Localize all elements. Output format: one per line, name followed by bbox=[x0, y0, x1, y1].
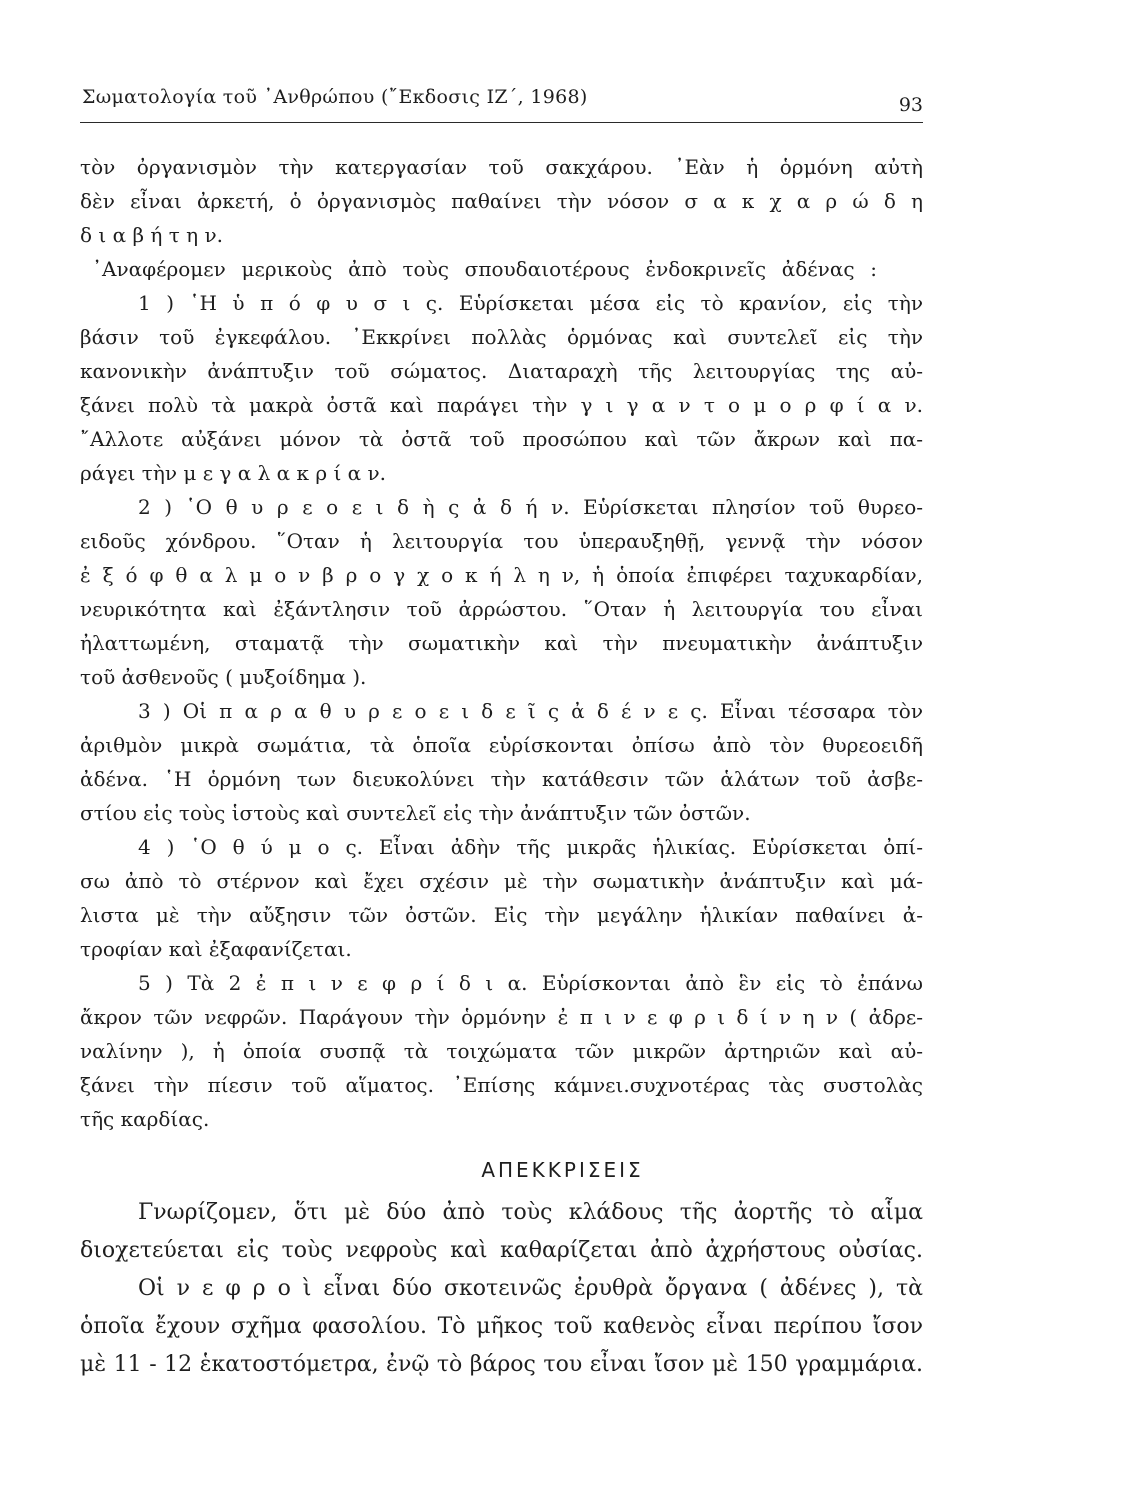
text-line: δ ι α β ή τ η ν. bbox=[80, 223, 223, 247]
text-line: Οἱ ν ε φ ρ ο ὶ εἶναι δύο σκοτεινῶς ἐρυθρὰ ὄργανα ( ἀδένες ), τὰ bbox=[138, 1276, 923, 1301]
text-line: ναλίνην ), ἡ ὁποία συσπᾷ τὰ τοιχώματα τῶν μικρῶν ἀρτηριῶν καὶ αὐ- bbox=[80, 1039, 923, 1063]
text-line: ἠλαττωμένη, σταματᾷ τὴν σωματικὴν καὶ τὴν πνευματικὴν ἀνάπτυξιν bbox=[80, 631, 923, 655]
text-line: στίου εἰς τοὺς ἱστοὺς καὶ συντελεῖ εἰς τὴν ἀνάπτυξιν τῶν ὀστῶν. bbox=[80, 801, 751, 825]
text-line: τῆς καρδίας. bbox=[80, 1107, 210, 1131]
text-line: Γνωρίζομεν, ὅτι μὲ δύο ἀπὸ τοὺς κλάδους τῆς ἀορτῆς τὸ αἷμα bbox=[138, 1200, 923, 1225]
text-line: δὲν εἶναι ἀρκετή, ὁ ὀργανισμὸς παθαίνει τὴν νόσον σ α κ χ α ρ ώ δ η bbox=[80, 189, 923, 213]
text-line: 4 ) ῾Ο θ ύ μ ο ς. Εἶναι ἀδὴν τῆς μικρᾶς ἡλικίας. Εὑρίσκεται ὀπί- bbox=[138, 835, 923, 859]
text-line: ράγει τὴν μ ε γ α λ α κ ρ ί α ν. bbox=[80, 461, 387, 485]
page-header bbox=[80, 72, 923, 116]
text-line: τὸν ὀργανισμὸν τὴν κατεργασίαν τοῦ σακχάρου. ᾽Εὰν ἡ ὁρμόνη αὐτὴ bbox=[80, 155, 923, 179]
text-line: βάσιν τοῦ ἐγκεφάλου. ᾽Εκκρίνει πολλὰς ὁρμόνας καὶ συντελεῖ εἰς τὴν bbox=[80, 325, 923, 349]
text-line: τοῦ ἀσθενοῦς ( μυξοίδημα ). bbox=[80, 665, 367, 689]
text-line: σω ἀπὸ τὸ στέρνον καὶ ἔχει σχέσιν μὲ τὴν σωματικὴν ἀνάπτυξιν καὶ μά- bbox=[80, 869, 923, 893]
text-line: 2 ) ῾Ο θ υ ρ ε ο ε ι δ ὴ ς ἀ δ ή ν. Εὑρίσκεται πλησίον τοῦ θυρεο- bbox=[138, 495, 923, 519]
text-line: ειδοῦς χόνδρου. ῞Οταν ἡ λειτουργία του ὑπεραυξηθῇ, γεννᾷ τὴν νόσον bbox=[80, 529, 923, 553]
header-rule bbox=[80, 122, 923, 123]
text-line: ὁποῖα ἔχουν σχῆμα φασολίου. Τὸ μῆκος τοῦ καθενὸς εἶναι περίπου ἴσον bbox=[80, 1314, 923, 1339]
text-line: ξάνει τὴν πίεσιν τοῦ αἵματος. ᾽Επίσης κάμνει.συχνοτέρας τὰς συστολὰς bbox=[80, 1073, 923, 1097]
text-line: νευρικότητα καὶ ἐξάντλησιν τοῦ ἀρρώστου. ῞Οταν ἡ λειτουργία του εἶναι bbox=[80, 597, 923, 621]
text-line: ἀριθμὸν μικρὰ σωμάτια, τὰ ὁποῖα εὑρίσκονται ὀπίσω ἀπὸ τὸν θυρεοειδῆ bbox=[80, 733, 923, 757]
text-line: διοχετεύεται εἰς τοὺς νεφροὺς καὶ καθαρίζεται ἀπὸ ἀχρήστους οὐσίας. bbox=[80, 1238, 923, 1263]
text-line: 1 ) ῾Η ὑ π ό φ υ σ ι ς. Εὑρίσκεται μέσα εἰς τὸ κρανίον, εἰς τὴν bbox=[138, 291, 923, 315]
text-line: τροφίαν καὶ ἐξαφανίζεται. bbox=[80, 937, 352, 961]
text-line: ῎Αλλοτε αὐξάνει μόνον τὰ ὀστᾶ τοῦ προσώπου καὶ τῶν ἄκρων καὶ πα- bbox=[80, 427, 923, 451]
text-line: ἄκρον τῶν νεφρῶν. Παράγουν τὴν ὁρμόνην ἐ π ι ν ε φ ρ ι δ ί ν η ν ( ἀδρε- bbox=[80, 1005, 923, 1029]
text-line: 3 ) Οἱ π α ρ α θ υ ρ ε ο ε ι δ ε ῖ ς ἀ δ έ ν ε ς. Εἶναι τέσσαρα τὸν bbox=[138, 699, 923, 723]
text-line: κανονικὴν ἀνάπτυξιν τοῦ σώματος. Διαταραχὴ τῆς λειτουργίας της αὐ- bbox=[80, 359, 923, 383]
running-title: Σωματολογία τοῦ ᾽Ανθρώπου (῎Εκδοσις ΙΖ΄, 1968) bbox=[82, 86, 588, 108]
section-heading: ΑΠΕΚΚΡΙΣΕΙΣ bbox=[481, 1158, 644, 1182]
page-number: 93 bbox=[898, 94, 923, 116]
text-line: ξάνει πολὺ τὰ μακρὰ ὀστᾶ καὶ παράγει τὴν γ ι γ α ν τ ο μ ο ρ φ ί α ν. bbox=[80, 393, 923, 417]
text-line: ἀδένα. ῾Η ὁρμόνη των διευκολύνει τὴν κατάθεσιν τῶν ἁλάτων τοῦ ἀσβε- bbox=[80, 767, 923, 791]
text-line: ᾽Αναφέρομεν μερικοὺς ἀπὸ τοὺς σπουδαιοτέρους ἐνδοκρινεῖς ἀδένας : bbox=[92, 257, 877, 281]
text-line: 5 ) Τὰ 2 ἐ π ι ν ε φ ρ ί δ ι α. Εὑρίσκονται ἀπὸ ἓν εἰς τὸ ἐπάνω bbox=[138, 971, 923, 995]
text-line: λιστα μὲ τὴν αὔξησιν τῶν ὀστῶν. Εἰς τὴν μεγάλην ἡλικίαν παθαίνει ἀ- bbox=[80, 903, 923, 927]
text-line: ἐ ξ ό φ θ α λ μ ο ν β ρ ο γ χ ο κ ή λ η ν, ἡ ὁποία ἐπιφέρει ταχυκαρδίαν, bbox=[80, 563, 923, 587]
text-line: μὲ 11 - 12 ἑκατοστόμετρα, ἐνῷ τὸ βάρος του εἶναι ἴσον μὲ 150 γραμμάρια. bbox=[80, 1352, 923, 1377]
